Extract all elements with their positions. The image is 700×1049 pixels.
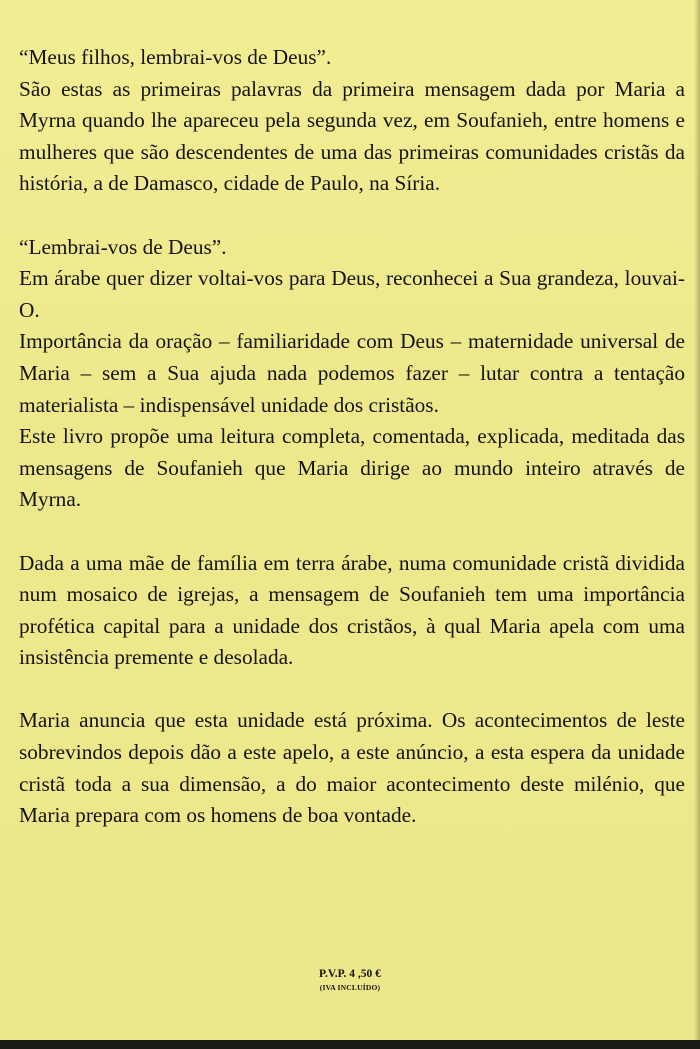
paragraph-gap xyxy=(19,674,685,706)
paragraph-2-line-4: Este livro propõe uma leitura completa, comentada, explicada, meditada das mensagens de Soufanieh que Maria dirige ao mundo inteiro através de Myrna. xyxy=(19,424,685,512)
paragraph-2-line-2: Em árabe quer dizer voltai-vos para Deus, reconhecei a Sua grandeza, louvai-O. xyxy=(19,266,685,322)
page-edge-shadow xyxy=(694,0,700,1049)
scan-bottom-edge xyxy=(0,1040,700,1049)
paragraph-3: Dada a uma mãe de família em terra árabe, numa comunidade cristã dividida num mosaico de igrejas, a mensagem de Soufanieh tem uma importância profética capital para a unidade dos cristãos, à qual Maria apela com uma insistência premente e desolada. xyxy=(19,550,685,670)
tax-note: (IVA INCLUÍDO) xyxy=(319,983,381,992)
back-cover-text xyxy=(19,42,685,832)
paragraph-gap xyxy=(19,516,685,548)
second-quote: “Lembrai-vos de Deus”. xyxy=(19,234,227,259)
paragraph-gap xyxy=(19,200,685,232)
price-block xyxy=(0,966,700,994)
paragraph-1-body: São estas as primeiras palavras da primeira mensagem dada por Maria a Myrna quando lhe apareceu pela segunda vez, em Soufanieh, entre homens e mulheres que são descendentes de uma das primeiras comunidades cristãs da história, a de Damasco, cidade de Paulo, na Síria. xyxy=(19,76,685,196)
opening-quote: “Meus filhos, lembrai-vos de Deus”. xyxy=(19,45,332,69)
price-label: P.V.P. 4 ,50 € xyxy=(319,968,381,980)
paragraph-2-line-3: Importância da oração – familiaridade com Deus – maternidade universal de Maria – sem a Sua ajuda nada podemos fazer – lutar contra a tentação materialista – indispensável unidade dos cristãos. xyxy=(19,329,685,417)
paragraph-4: Maria anuncia que esta unidade está próxima. Os acontecimentos de leste sobrevindos depois dão a este apelo, a este anúncio, a esta espera da unidade cristã toda a sua dimensão, a do maior acontecimento deste milénio, que Maria prepara com os homens de boa vontade. xyxy=(19,708,685,828)
